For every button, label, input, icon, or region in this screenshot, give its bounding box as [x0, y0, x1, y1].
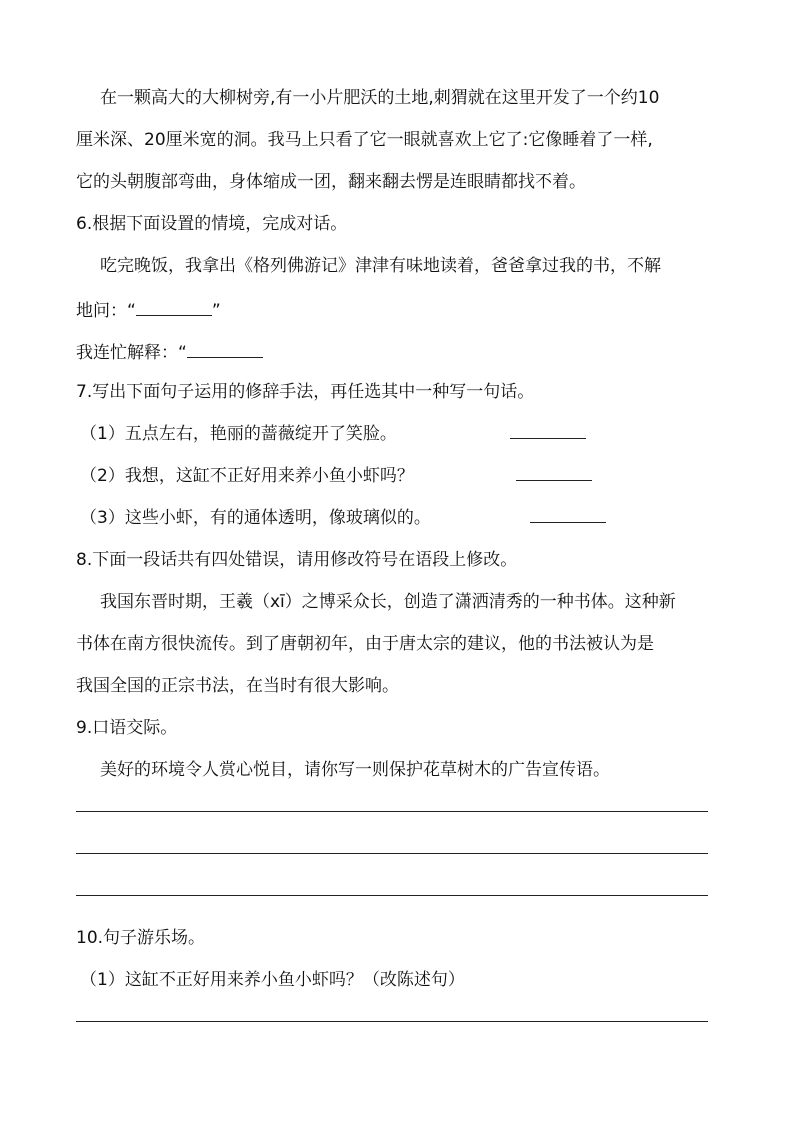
question-6-ask-suffix: ”	[211, 301, 221, 321]
question-7-item-2: （2）我想，这缸不正好用来养小鱼小虾吗？	[80, 466, 414, 486]
question-7-item-1: （1）五点左右，艳丽的蔷薇绽开了笑脸。	[80, 424, 397, 444]
question-6-explain-prefix: 我连忙解释：“	[76, 343, 187, 363]
answer-line-1[interactable]	[76, 811, 708, 812]
answer-line-4[interactable]	[76, 1021, 708, 1022]
answer-line-3[interactable]	[76, 895, 708, 896]
question-9-prompt: 美好的环境令人赏心悦目，请你写一则保护花草树木的广告宣传语。	[100, 760, 610, 780]
question-7-title: 7.写出下面句子运用的修辞手法，再任选其中一种写一句话。	[76, 382, 535, 402]
question-10-title: 10.句子游乐场。	[76, 928, 206, 948]
answer-line-2[interactable]	[76, 853, 708, 854]
question-8-title: 8.下面一段话共有四处错误，请用修改符号在语段上修改。	[76, 550, 518, 570]
question-9-title: 9.口语交际。	[76, 718, 178, 738]
question-10-item-1: （1）这缸不正好用来养小鱼小虾吗？（改陈述句）	[80, 970, 465, 990]
question-8-line-1: 我国东晋时期，王羲（xī）之博采众长，创造了潇洒清秀的一种书体。这种新	[100, 592, 676, 612]
question-7-answer-blank-1[interactable]	[510, 438, 586, 439]
passage-line-3: 它的头朝腹部弯曲，身体缩成一团，翻来翻去愣是连眼睛都找不着。	[76, 172, 586, 192]
question-6-line-3	[76, 339, 714, 364]
question-6-line-2	[76, 297, 714, 322]
explanation-blank[interactable]	[187, 339, 263, 358]
question-6-ask-prefix: 地问：“	[76, 301, 136, 321]
question-6-line-1: 吃完晚饭，我拿出《格列佛游记》津津有味地读着，爸爸拿过我的书，不解	[100, 256, 661, 276]
question-7-answer-blank-2[interactable]	[516, 480, 592, 481]
question-8-line-2: 书体在南方很快流传。到了唐朝初年，由于唐太宗的建议，他的书法被认为是	[76, 634, 654, 654]
passage-line-2: 厘米深、20厘米宽的洞。我马上只看了它一眼就喜欢上它了:它像睡着了一样,	[76, 130, 653, 150]
question-7-answer-blank-3[interactable]	[530, 522, 606, 523]
question-6-title: 6.根据下面设置的情境，完成对话。	[76, 214, 348, 234]
dad-question-blank[interactable]	[136, 297, 212, 316]
passage-line-1: 在一颗高大的大柳树旁,有一小片肥沃的土地,刺猬就在这里开发了一个约10	[100, 88, 660, 108]
question-8-line-3: 我国全国的正宗书法，在当时有很大影响。	[76, 676, 399, 696]
question-7-item-3: （3）这些小虾，有的通体透明，像玻璃似的。	[80, 508, 431, 528]
